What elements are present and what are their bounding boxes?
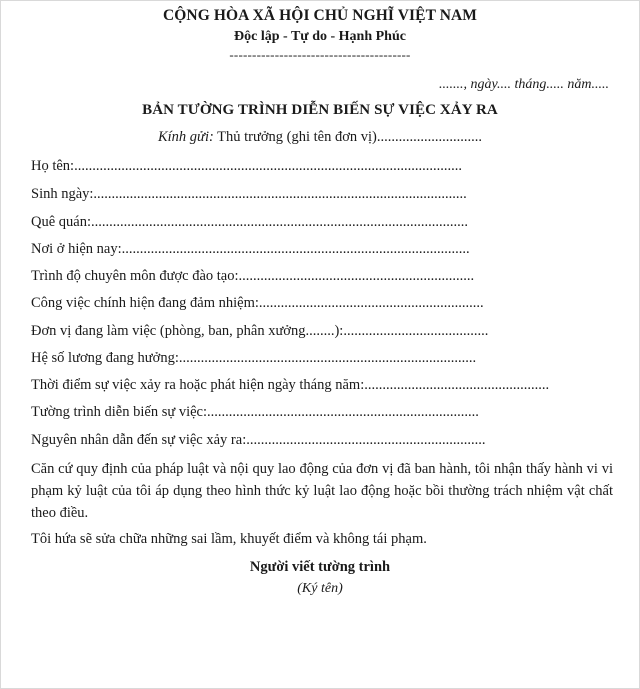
- national-name: CỘNG HÒA XÃ HỘI CHỦ NGHĨ VIỆT NAM: [162, 7, 478, 24]
- field-sinh-ngay: Sinh ngày:.......................................................................................................: [31, 186, 467, 202]
- header-separator: ----------------------------------------: [229, 47, 411, 62]
- field-he-so-luong: Hệ số lương đang hưởng:..................................................................................: [31, 350, 477, 366]
- field-ho-ten: Họ tên:...........................................................................................................: [31, 158, 462, 174]
- field-nguyen-nhan: Nguyên nhân dẫn đến sự việc xảy ra:..................................................................: [31, 432, 486, 448]
- field-don-vi: Đơn vị đang làm việc (phòng, ban, phân xưởng........):........................................: [31, 323, 489, 339]
- recipient-line: [1, 129, 639, 146]
- recipient-label: Kính gửi:: [157, 129, 214, 145]
- signature-title: Người viết tường trình: [249, 559, 391, 575]
- document-title: BẢN TƯỜNG TRÌNH DIỄN BIẾN SỰ VIỆC XẢY RA: [142, 102, 498, 118]
- date-line: ......., ngày.... tháng..... năm.....: [439, 77, 609, 92]
- promise-paragraph: Tôi hứa sẽ sửa chữa những sai lầm, khuyết điểm và không tái phạm.: [31, 531, 427, 547]
- field-cong-viec: Công việc chính hiện đang đảm nhiệm:..............................................................: [31, 295, 484, 311]
- field-noi-o: Nơi ở hiện nay:................................................................................................: [31, 241, 470, 257]
- recipient-text: Thủ trưởng (ghi tên đơn vị).............................: [213, 129, 483, 145]
- basis-paragraph: Căn cứ quy định của pháp luật và nội quy lao động của đơn vị đã ban hành, tôi nhận thấy hành vi vi phạm kỷ luật của tôi áp dụng theo hình thức kỷ luật lao động hoặc bồi thường trách nhiệm vật chất theo điều.: [31, 461, 613, 521]
- field-trinh-do: Trình độ chuyên môn được đào tạo:.................................................................: [31, 268, 475, 284]
- field-tuong-trinh: Tường trình diễn biến sự việc:...........................................................................: [31, 404, 479, 420]
- field-thoi-diem: Thời điểm sự việc xảy ra hoặc phát hiện ngày tháng năm:...................................................: [31, 377, 550, 393]
- field-que-quan: Quê quán:........................................................................................................: [31, 214, 468, 230]
- motto: Độc lập - Tự do - Hạnh Phúc: [234, 29, 406, 44]
- signature-note: (Ký tên): [297, 581, 343, 596]
